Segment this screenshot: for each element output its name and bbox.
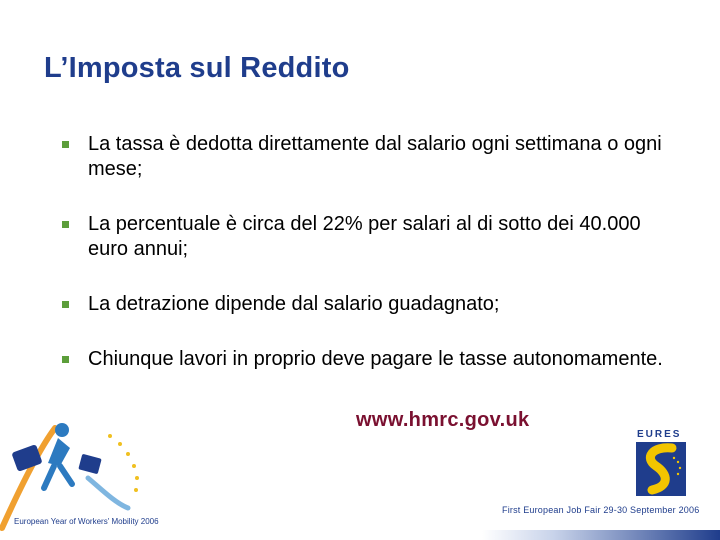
bullet-text: La percentuale è circa del 22% per salari al di sotto dei 40.000 euro annui; [88, 213, 641, 260]
footer-event-text: First European Job Fair 29-30 September 2006 [502, 505, 700, 515]
bullet-text: La tassa è dedotta direttamente dal salario ogni settimana o ogni mese; [88, 133, 662, 180]
bullet-item [62, 292, 672, 317]
workers-mobility-caption: European Year of Workers' Mobility 2006 [14, 517, 159, 526]
bullet-item [62, 212, 672, 262]
bullet-item [62, 347, 672, 372]
bullet-marker-icon [62, 141, 69, 148]
bullet-marker-icon [62, 356, 69, 363]
eures-logo-text: EURES [637, 429, 682, 440]
website-link[interactable]: www.hmrc.gov.uk [356, 409, 530, 431]
bullet-text: La detrazione dipende dal salario guadagnato; [88, 293, 500, 315]
bullet-marker-icon [62, 301, 69, 308]
footer-bar [482, 530, 720, 540]
bullet-list [62, 132, 672, 372]
workers-mobility-logo-icon [0, 408, 160, 533]
bullet-text: Chiunque lavori in proprio deve pagare le tasse autonomamente. [88, 348, 663, 370]
slide-title: L’Imposta sul Reddito [44, 52, 350, 84]
bullet-item [62, 132, 672, 182]
bullet-marker-icon [62, 221, 69, 228]
